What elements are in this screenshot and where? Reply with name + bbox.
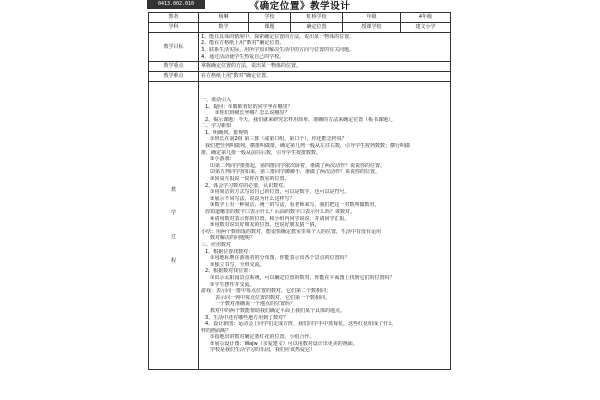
difficulties-text: 在方格纸上用“数对”确定位置。 [199, 72, 451, 82]
teacher-label: 教者 [149, 13, 199, 23]
difficulties-row [149, 72, 451, 82]
process-line: ⑴第二列同学排排起，第四排同学依次卧着，谁做了两次动作？说说你的位置。 [210, 162, 386, 169]
process-line: 三、应用数对 [201, 241, 232, 248]
process-line: ③数学上有一种简洁、统一的写法，看老师来写，我们把这一对数叫做数对。 [210, 202, 380, 209]
objective-line: 4、通过活动使学生热爱自己的学校。 [201, 53, 285, 60]
lesson-school-value: 建文小学 [401, 23, 451, 33]
process-line: ②学生摆作并交流。 [210, 281, 255, 288]
process-line: ①出示太阳园景点系统，可以确定位置的数对，你能在平面图上找到它们的位置吗？ [210, 274, 395, 281]
info-row-subject [149, 23, 451, 33]
process-line: 4、设计新图：运动会上同学们走成方阵，我们同学手中蓝莓花，这些红花组成了什么 [205, 321, 394, 328]
difficulties-label: 教学难点 [149, 72, 199, 82]
school-value: 虹桥学校 [291, 13, 343, 23]
process-line: ①用简洁的方式写出自己的位置，可以是数字，也可以是符号。 [210, 189, 350, 196]
process-row [149, 82, 451, 370]
topic-label: 课题 [249, 23, 291, 33]
process-line: ②独立书写，全班交流。 [210, 261, 265, 268]
process-line: 样的画面呢？ [201, 327, 232, 334]
process-line: 一个数对准确说一个地点的位置吗？ [215, 301, 296, 308]
process-line: ②展示设计图：WaJw（亲爱建文）可以用数对设计出更美的画面。 [210, 340, 358, 347]
school-label: 学校 [249, 13, 291, 23]
process-label [149, 82, 199, 370]
key-points-label: 教学重点 [149, 62, 199, 72]
document-title: 《确定位置》教学设计 [249, 1, 351, 12]
process-line: 游戏：表示同一排中每点位置的数对，它们第二个数相同； [201, 288, 332, 295]
process-line: 数对解决的问题呢？ [210, 235, 256, 242]
process-label-char: 过 [170, 234, 176, 240]
process-label-char: 程 [170, 257, 176, 264]
objective-line: 2、能在方格纸上用“数对”确定位置。 [201, 40, 285, 47]
document-code-label: 0413.002.010 [147, 0, 205, 9]
process-label-char: 学 [170, 210, 176, 217]
objectives-row [149, 33, 451, 62]
grade-value: 4年级 [401, 13, 451, 23]
info-row-teacher [149, 13, 451, 23]
process-line: 教对中的两个数能帮助我们确定平面上我们某个具体的地点。 [210, 307, 346, 314]
process-line: 你知道哪里的数字口表示什么？后面的数字口表示什么吗？谈数对。 [205, 209, 356, 216]
key-points-row [149, 62, 451, 72]
process-line: 1、根据位置找数对： [205, 248, 254, 255]
grade-label: 年级 [343, 13, 401, 23]
objectives-label: 教学目标 [149, 33, 199, 62]
process-line: 2、体会学习数对的必要，认识数对。 [205, 182, 289, 189]
process-line: ⑤用数对说出好朋友的位置，也说好朋友猜一猜。 [210, 222, 320, 229]
process-line: 3、生活中还有哪些地方用到了数对？ [205, 314, 289, 321]
process-line: ③同桌互报说一说你在教室的位置。 [210, 176, 290, 183]
key-points-text: 掌握确定位置的方法，说出某一物体的位置。 [199, 62, 451, 72]
process-label-char: 教 [170, 186, 176, 193]
process-line: ①班长在第2组 第三排（或第口组，第口个），你还能怎样说？ [210, 136, 347, 143]
objectives-content [199, 33, 451, 62]
subject-value: 数学 [199, 23, 249, 33]
lesson-plan-table [148, 12, 451, 370]
process-line: ④请用数对表示你的位置，和小组内同学说说，并请同学汇报。 [210, 215, 350, 222]
process-line: 小结：用两个数组成的数对，能很快确定教室里每个人的位置，生活中有没有运用 [201, 228, 382, 235]
topic-value: 确定位置 [291, 23, 343, 33]
subject-label: 学科 [149, 23, 199, 33]
process-line: 我们把竖列叫做列，横排叫做排，确定第几列一般从左往右数，引导学生按列数数；横行叫做 [205, 143, 411, 150]
process-line: 二、学习新知 [201, 123, 232, 130]
process-line: ②小游戏： [210, 156, 235, 163]
process-line: 表示同一列中每点位置的数对，它们第一个数相同。 [215, 294, 331, 301]
process-line: ①指地出的数对确定蓝红花的位置，小组合作。 [210, 334, 315, 341]
process-line: 2、揭示课题：今天，我们就来研究怎样用简单、准确的方法来确定位置（板书课题）。 [205, 116, 396, 123]
process-line: ②展示不同写法，说说为什么这样写？ [210, 195, 295, 202]
process-line: 排，确定第几排一般从前往后数，引导学生按排数数。 [201, 149, 322, 156]
objective-line: 3、联系生活实际，用所学知识解决生活中的方向与位置的有关问题。 [201, 47, 355, 53]
process-line: 1、明确列、排规则 [205, 129, 249, 136]
process-line: ⑵第五列同学挥如来，第三排同学蹲蹲手，谁做了两次动作？说说你的位置。 [210, 169, 381, 176]
process-line: 2、根据数对找位置： [205, 268, 254, 275]
process-line: 1、提问：①睛欧者好的同学坐在哪里？ [205, 103, 293, 110]
process-line: ②你们班级长坐哪？怎么说哪里？ [215, 110, 290, 117]
process-line: 一、谈话引入 [201, 96, 232, 103]
process-line: 学校是我们生活学习的乐园，我们应该热爱它！ [210, 347, 316, 354]
lesson-school-label: 授课学校 [343, 23, 401, 33]
objective-line: 1、能在具体的情境中，探索确定位置的方法，说出某一物体的位置。 [201, 33, 355, 40]
process-line: ①用地标牌在游戏者的分布图，你能表示出各个景点的位置吗？ [210, 255, 350, 262]
process-content [199, 82, 451, 370]
teacher-value: 杨琳 [199, 13, 249, 23]
